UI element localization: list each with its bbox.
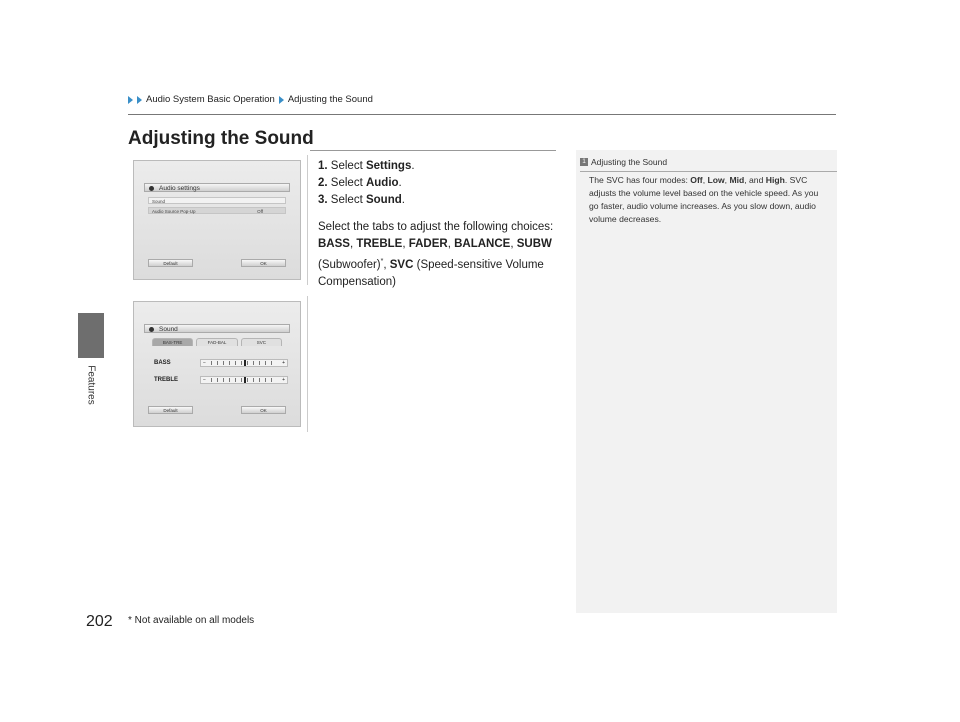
note-body: The SVC has four modes: Off, Low, Mid, and High. SVC adjusts the volume level based on the vehicle speed. As you go faster, audio volume increases. As you slow down, audio volume decreases.: [589, 175, 819, 224]
screen-tab-bas-tre: BAS-TRE: [152, 338, 193, 346]
step-item: 2. Select Audio.: [318, 177, 402, 189]
screen-display: [133, 301, 301, 427]
screen-row-sound: Sound: [148, 197, 286, 204]
note-number-icon: 1: [580, 158, 588, 166]
screen-default-button: Default: [148, 259, 193, 267]
screen-ok-button: OK: [241, 406, 286, 414]
step-item: 3. Select Sound.: [318, 194, 405, 206]
breadcrumb-arrow-icon: [279, 96, 284, 104]
step-item: 1. Select Settings.: [318, 160, 415, 172]
title-rule: [310, 150, 556, 151]
bass-slider: − +: [200, 359, 288, 367]
footnote: * Not available on all models: [128, 615, 255, 626]
tabs-description: Select the tabs to adjust the following choices: BASS, TREBLE, FADER, BALANCE, SUBW (Subwoofer)*, SVC (Speed-sensitive Volume Compensation): [318, 221, 554, 288]
audio-settings-screenshot: [127, 155, 308, 285]
breadcrumb: [128, 94, 373, 105]
screen-menu-icon: [149, 186, 154, 191]
screen-display: [133, 160, 301, 280]
screen-ok-button: OK: [241, 259, 286, 267]
screen-header: Audio settings: [144, 183, 290, 192]
breadcrumb-arrow-icon: [128, 96, 133, 104]
treble-slider: − +: [200, 376, 288, 384]
footnote-asterisk: *: [380, 258, 384, 265]
screen-treble-row: TREBLE − +: [152, 375, 288, 385]
screen-tab-fad-bal: FAD-BAL: [196, 338, 237, 346]
screen-default-button: Default: [148, 406, 193, 414]
page-title: Adjusting the Sound: [128, 128, 314, 149]
screen-menu-icon: [149, 327, 154, 332]
breadcrumb-arrow-icon: [137, 96, 142, 104]
section-side-label: Features: [85, 365, 97, 405]
note-panel: [576, 150, 837, 613]
screen-tab-svc: SVC: [241, 338, 282, 346]
header-rule: [128, 114, 836, 115]
note-title: Adjusting the Sound: [591, 157, 668, 167]
breadcrumb-item[interactable]: Adjusting the Sound: [287, 94, 373, 105]
screen-header: Sound: [144, 324, 290, 333]
screen-tabs: [152, 338, 282, 346]
sound-screenshot: [127, 296, 308, 432]
screen-bass-row: BASS − +: [152, 358, 288, 368]
note-rule: [580, 171, 837, 172]
note-header: [580, 157, 667, 167]
screen-row-popup: Audio Source Pop-Up Off: [148, 207, 286, 214]
instruction-steps: [318, 158, 558, 291]
page-number: 202: [86, 613, 113, 630]
breadcrumb-item[interactable]: Audio System Basic Operation: [146, 94, 275, 105]
